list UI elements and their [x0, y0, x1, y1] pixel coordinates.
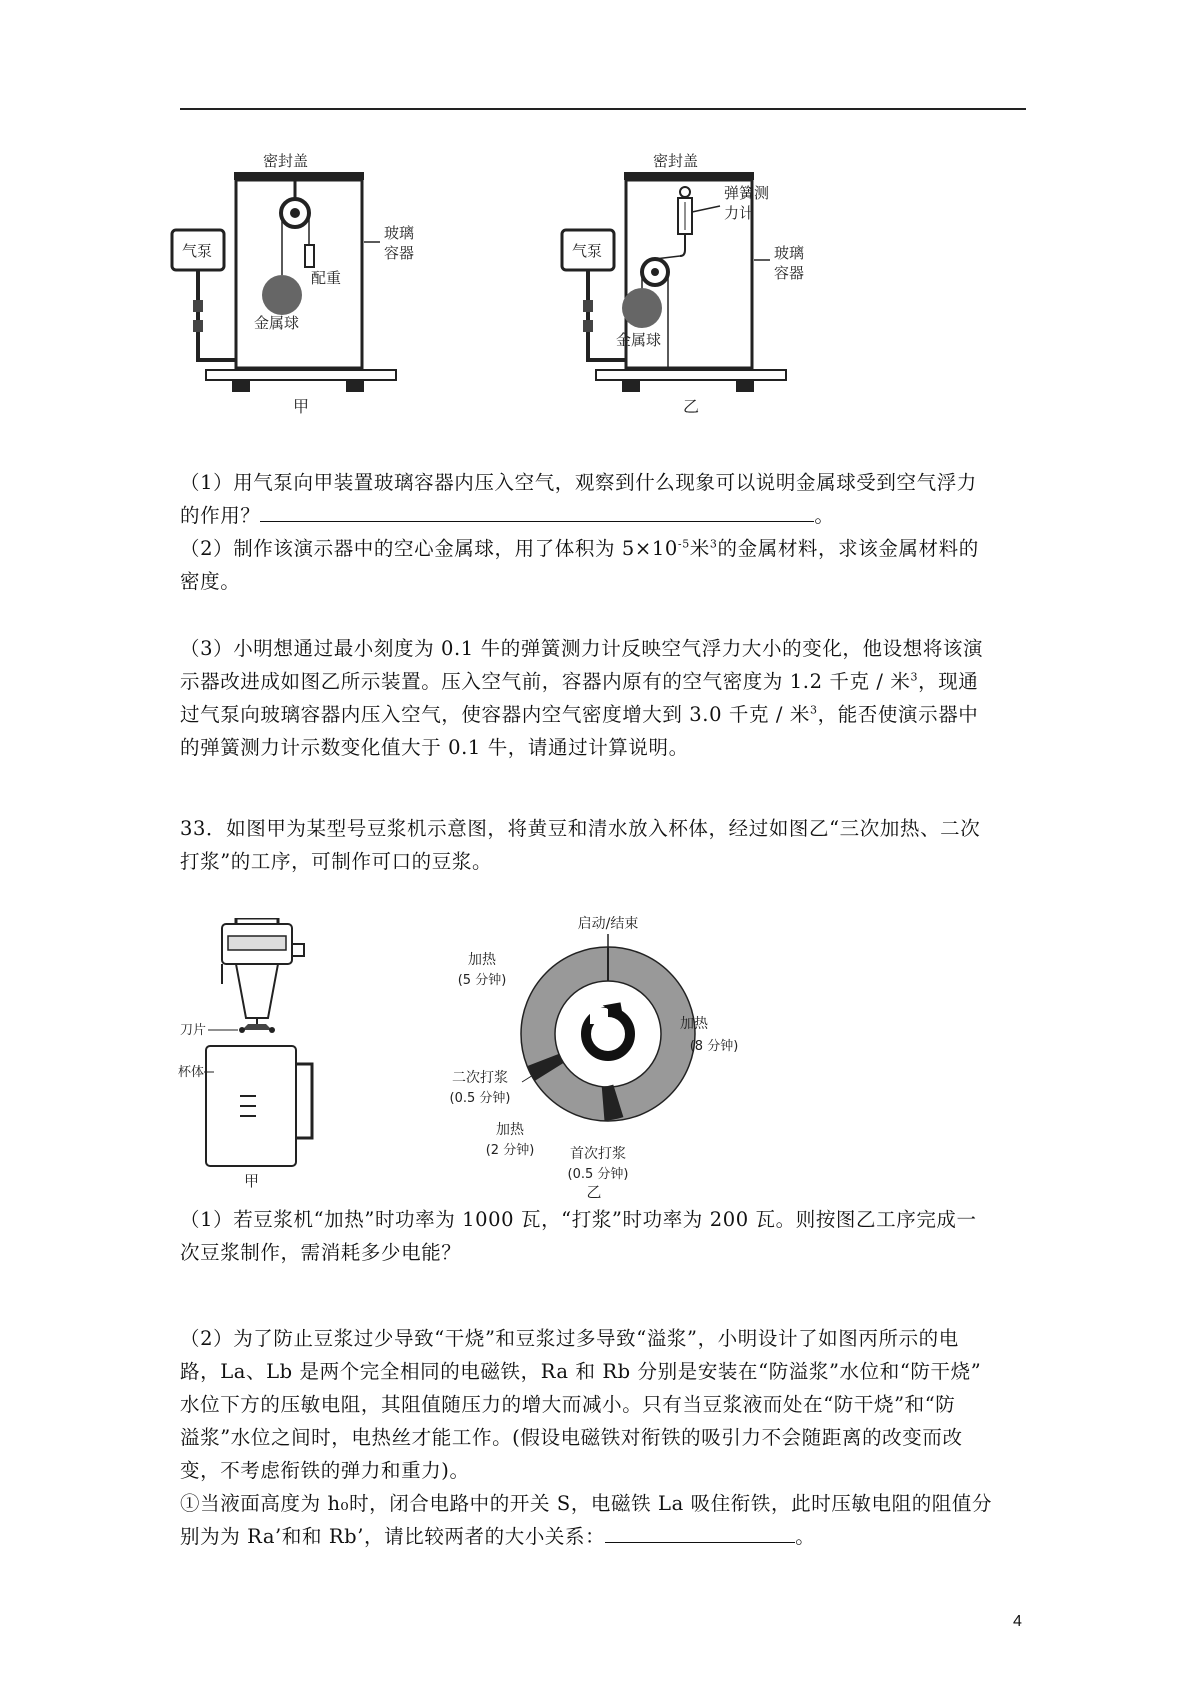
heat-5-label-1: 加热 — [468, 952, 496, 968]
heat-2-label-1: 加热 — [496, 1122, 524, 1138]
lid-label: 密封盖 — [263, 152, 309, 170]
q32-p1-line2: 的作用？ — [180, 504, 261, 527]
figure-soymilk-machine — [178, 918, 338, 1188]
q33-p2-line2: 路，La、Lb 是两个完全相同的电磁铁，Ra 和 Rb 分别是安装在“防溢浆”水位和“防干烧” — [180, 1360, 982, 1383]
q32-p3-exp2: 3 — [809, 703, 818, 717]
start-end-label: 启动/结束 — [577, 916, 639, 932]
q32-p3-exp1: 3 — [910, 670, 919, 684]
q33-intro — [180, 812, 1030, 878]
q32-p2-line2: 密度。 — [180, 570, 241, 593]
first-blend-label-2: (0.5 分钟) — [567, 1167, 629, 1182]
second-blend-label-1: 二次打浆 — [452, 1070, 508, 1086]
figure-apparatus-yi — [560, 150, 900, 450]
pump-label: 气泵 — [572, 242, 603, 260]
q33-p1-line2: 次豆浆制作，需消耗多少电能？ — [180, 1241, 462, 1264]
q32-p2-exp2: 3 — [709, 537, 718, 551]
q32-p2-text-c: 的金属材料，求该金属材料的 — [717, 537, 979, 560]
q33-p2-line5: 变，不考虑衔铁的弹力和重力)。 — [180, 1459, 470, 1482]
q33-p2-sub1-line2: 别为为 Ra’和和 Rb’，请比较两者的大小关系： — [180, 1525, 606, 1548]
container-label-2: 容器 — [774, 264, 805, 282]
q32-p1-line1: （1）用气泵向甲装置玻璃容器内压入空气，观察到什么现象可以说明金属球受到空气浮力 — [180, 471, 977, 494]
container-label-2: 容器 — [384, 244, 415, 262]
q33-intro-line1: 33．如图甲为某型号豆浆机示意图，将黄豆和清水放入杯体，经过如图乙“三次加热、二次 — [180, 817, 981, 840]
counterweight-label: 配重 — [311, 269, 342, 287]
q32-p3-line2-b: ，现通 — [918, 670, 979, 693]
q32-part3 — [180, 632, 1030, 764]
second-blend-label-2: (0.5 分钟) — [449, 1091, 511, 1106]
q33-intro-line2: 打浆”的工序，可制作可口的豆浆。 — [180, 850, 493, 873]
q32-p3-line3-b: ，能否使演示器中 — [817, 703, 979, 726]
base — [206, 370, 396, 380]
q32-p3-line2-a: 示器改进成如图乙所示装置。压入空气前，容器内原有的空气密度为 1.2 千克 / 米 — [180, 670, 911, 693]
q32-p2-exp1: -5 — [677, 537, 690, 551]
ball-label: 金属球 — [616, 331, 662, 349]
q32-p3-line3-a: 过气泵向玻璃容器内压入空气，使容器内空气密度增大到 3.0 千克 / 米 — [180, 703, 810, 726]
q32-p3-line1: （3）小明想通过最小刻度为 0.1 牛的弹簧测力计反映空气浮力大小的变化，他设想将该演 — [180, 637, 984, 660]
q33-part1 — [180, 1203, 1030, 1269]
q32-part1 — [180, 466, 1030, 598]
heat-5-label-2: (5 分钟) — [457, 973, 507, 988]
q33-p2-line1: （2）为了防止豆浆过少导致“干烧”和豆浆过多导致“溢浆”，小明设计了如图丙所示的电 — [180, 1327, 959, 1350]
q33-part2 — [180, 1322, 1030, 1553]
answer-blank-2[interactable] — [605, 1524, 795, 1543]
q33-p2-line3: 水位下方的压敏电阻，其阻值随压力的增大而减小。只有当豆浆液而处在“防干烧”和“防 — [180, 1393, 956, 1416]
cup-label: 杯体 — [178, 1065, 205, 1080]
first-blend-label-1: 首次打浆 — [570, 1146, 626, 1162]
q33-p2-sub1-line1: ①当液面高度为 h₀时，闭合电路中的开关 S，电磁铁 La 吸住衔铁，此时压敏电阻的阻值分 — [180, 1492, 993, 1515]
caption-yi: 乙 — [683, 397, 700, 416]
metal-ball — [262, 275, 302, 315]
blade — [242, 1024, 272, 1030]
caption-jia-2: 甲 — [244, 1172, 260, 1188]
ball-label: 金属球 — [254, 314, 300, 332]
spring-scale-label-2: 力计 — [724, 204, 755, 222]
spring-scale-label-1: 弹簧测 — [724, 184, 770, 202]
heat-8-label-2: (8 分钟) — [689, 1039, 739, 1054]
q33-p1-line1: （1）若豆浆机“加热”时功率为 1000 瓦，“打浆”时功率为 200 瓦。则按图乙工序完成一 — [180, 1208, 977, 1231]
q32-p2-text-b: 米 — [689, 537, 710, 560]
blade-label: 刀片 — [180, 1023, 207, 1038]
q32-p3-line4: 的弹簧测力计示数变化值大于 0.1 牛，请通过计算说明。 — [180, 736, 689, 759]
caption-jia: 甲 — [293, 397, 310, 416]
figure-apparatus-jia — [170, 150, 510, 450]
answer-blank-1[interactable] — [260, 503, 814, 522]
q33-p2-line4: 溢浆”水位之间时，电热丝才能工作。(假设电磁铁对衔铁的吸引力不会随距离的改变而改 — [180, 1426, 963, 1449]
figure-process-ring — [430, 912, 770, 1202]
caption-yi-2: 乙 — [586, 1183, 602, 1201]
container-label-1: 玻璃 — [384, 224, 415, 242]
base — [596, 370, 786, 380]
container-label-1: 玻璃 — [774, 244, 805, 262]
q33-p2-sub1-end: 。 — [795, 1525, 816, 1548]
pump-label: 气泵 — [182, 242, 213, 260]
lid-label: 密封盖 — [653, 152, 699, 170]
heat-8-label-1: 加热 — [680, 1016, 708, 1032]
page-number: 4 — [1013, 1613, 1022, 1630]
q32-p2-text-a: （2）制作该演示器中的空心金属球，用了体积为 5×10 — [180, 537, 678, 560]
second-blend-segment — [543, 1060, 549, 1072]
metal-ball — [622, 288, 662, 328]
first-blend-segment — [603, 1100, 618, 1105]
counterweight — [305, 245, 314, 267]
q32-p1-end: 。 — [814, 504, 835, 527]
header-rule — [180, 108, 1026, 110]
heat-2-label-2: (2 分钟) — [485, 1143, 535, 1158]
